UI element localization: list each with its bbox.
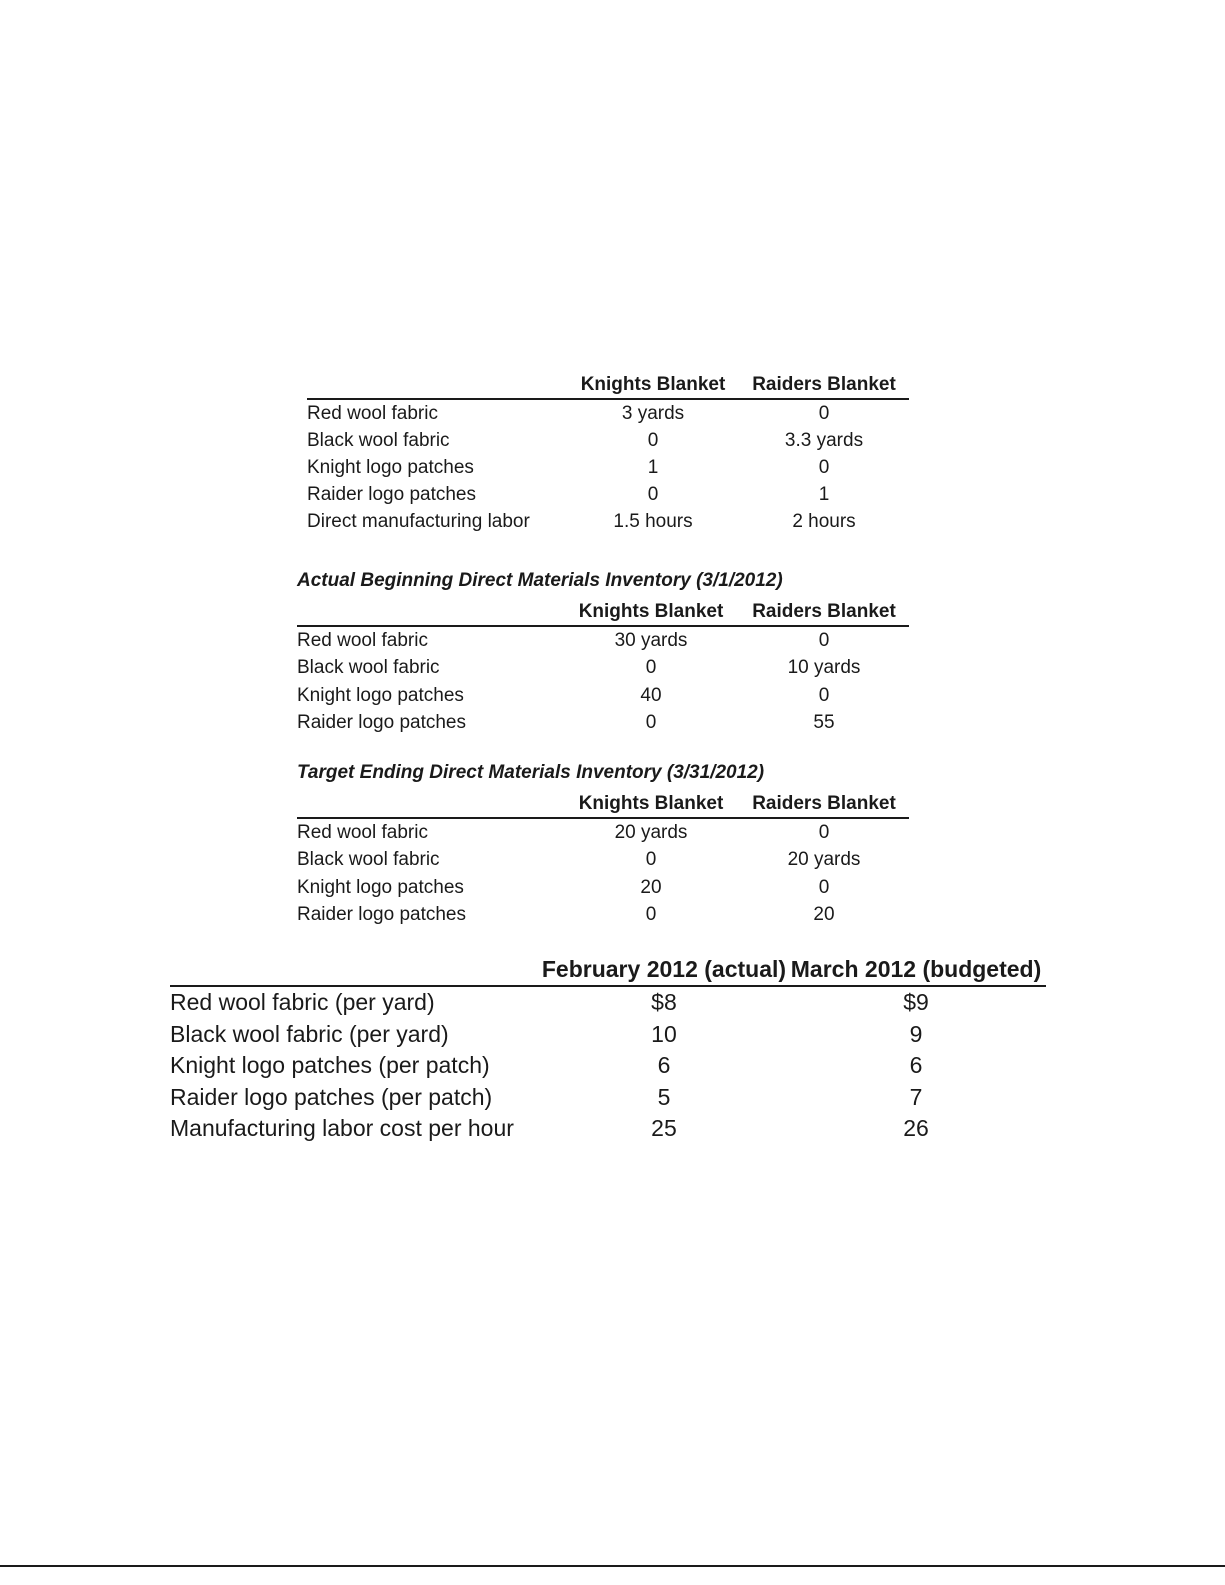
table-cell: 0 (645, 904, 657, 926)
table-cell: 3 yards (621, 402, 685, 424)
table-row (170, 1050, 1046, 1082)
row-label: Black wool fabric (297, 657, 440, 679)
header-cell: Knights Blanket (563, 596, 739, 626)
table-row (307, 481, 909, 508)
table-row (170, 986, 1046, 1019)
beginning-inventory-title: Actual Beginning Direct Materials Inventory (3/1/2012) (297, 570, 783, 591)
header-cell: Knights Blanket (567, 369, 739, 399)
table-cell: 7 (909, 1083, 923, 1110)
row-label: Black wool fabric (307, 429, 450, 451)
table-header-row (297, 596, 909, 626)
materials-usage-table (307, 369, 909, 535)
table-row (297, 847, 909, 875)
table-cell: 1.5 hours (613, 510, 693, 532)
header-cell (297, 596, 563, 626)
table-cell: 25 (651, 1115, 677, 1142)
table-cell: 40 (640, 684, 662, 706)
table-cell: 9 (909, 1020, 923, 1047)
table-cell: 20 (813, 904, 835, 926)
table-row (297, 902, 909, 930)
row-label: Knight logo patches (per patch) (170, 1052, 490, 1079)
table-cell: 1 (818, 483, 830, 505)
row-label: Direct manufacturing labor (307, 510, 530, 532)
row-label: Red wool fabric (297, 821, 428, 843)
row-label: Red wool fabric (per yard) (170, 989, 435, 1016)
row-label: Raider logo patches (per patch) (170, 1083, 493, 1110)
table-cell: 26 (903, 1115, 929, 1142)
row-label: Knight logo patches (297, 684, 464, 706)
table-row (307, 454, 909, 481)
header-cell: February 2012 (actual) (542, 951, 786, 986)
table-cell: 10 yards (787, 657, 861, 679)
table-header-row (307, 369, 909, 399)
table-row (297, 626, 909, 655)
table-cell: 0 (818, 456, 830, 478)
table-row (297, 874, 909, 902)
cost-table (170, 951, 1046, 1145)
table-cell: 1 (647, 456, 659, 478)
table-cell: 0 (818, 629, 830, 651)
table-cell: $9 (903, 989, 929, 1016)
header-cell (297, 788, 563, 818)
table-cell: $8 (651, 989, 677, 1016)
table-header-row (170, 951, 1046, 986)
table-header-row (297, 788, 909, 818)
header-cell: Knights Blanket (563, 788, 739, 818)
header-cell: Raiders Blanket (739, 369, 909, 399)
table-cell: 20 yards (787, 849, 861, 871)
table-cell: 0 (645, 849, 657, 871)
table-cell: 20 (640, 876, 662, 898)
page-bottom-rule (0, 1565, 1225, 1567)
table-cell: 30 yards (614, 629, 688, 651)
row-label: Raider logo patches (297, 712, 466, 734)
table-row (170, 1113, 1046, 1145)
table-row (297, 655, 909, 683)
table-row (170, 1082, 1046, 1114)
table-cell: 0 (818, 402, 830, 424)
row-label: Knight logo patches (297, 876, 464, 898)
table-cell: 3.3 yards (784, 429, 864, 451)
table-row (297, 710, 909, 738)
table-row (170, 1019, 1046, 1051)
table-cell: 0 (818, 876, 830, 898)
table-cell: 0 (647, 429, 659, 451)
row-label: Raider logo patches (297, 904, 466, 926)
table-row (297, 682, 909, 710)
table-row (307, 508, 909, 535)
table-cell: 2 hours (792, 510, 856, 532)
table-row (297, 818, 909, 847)
table-cell: 0 (645, 657, 657, 679)
table-cell: 10 (651, 1020, 677, 1047)
table-cell: 6 (909, 1052, 923, 1079)
table-row (307, 427, 909, 454)
table-cell: 6 (657, 1052, 671, 1079)
row-label: Black wool fabric (per yard) (170, 1020, 449, 1047)
header-cell: Raiders Blanket (739, 788, 909, 818)
table-cell: 5 (657, 1083, 671, 1110)
header-cell (307, 369, 567, 399)
table-cell: 0 (818, 684, 830, 706)
row-label: Knight logo patches (307, 456, 474, 478)
table-cell: 0 (818, 821, 830, 843)
ending-inventory-table (297, 788, 909, 929)
row-label: Raider logo patches (307, 483, 476, 505)
beginning-inventory-table (297, 596, 909, 737)
header-cell (170, 951, 542, 986)
ending-inventory-title: Target Ending Direct Materials Inventory (3/31/2012) (297, 762, 765, 783)
row-label: Black wool fabric (297, 849, 440, 871)
table-cell: 20 yards (614, 821, 688, 843)
table-row (307, 399, 909, 427)
row-label: Red wool fabric (307, 402, 438, 424)
table-cell: 0 (645, 712, 657, 734)
row-label: Manufacturing labor cost per hour (170, 1115, 514, 1142)
table-cell: 0 (647, 483, 659, 505)
row-label: Red wool fabric (297, 629, 428, 651)
table-cell: 55 (813, 712, 835, 734)
header-cell: March 2012 (budgeted) (786, 951, 1046, 986)
header-cell: Raiders Blanket (739, 596, 909, 626)
